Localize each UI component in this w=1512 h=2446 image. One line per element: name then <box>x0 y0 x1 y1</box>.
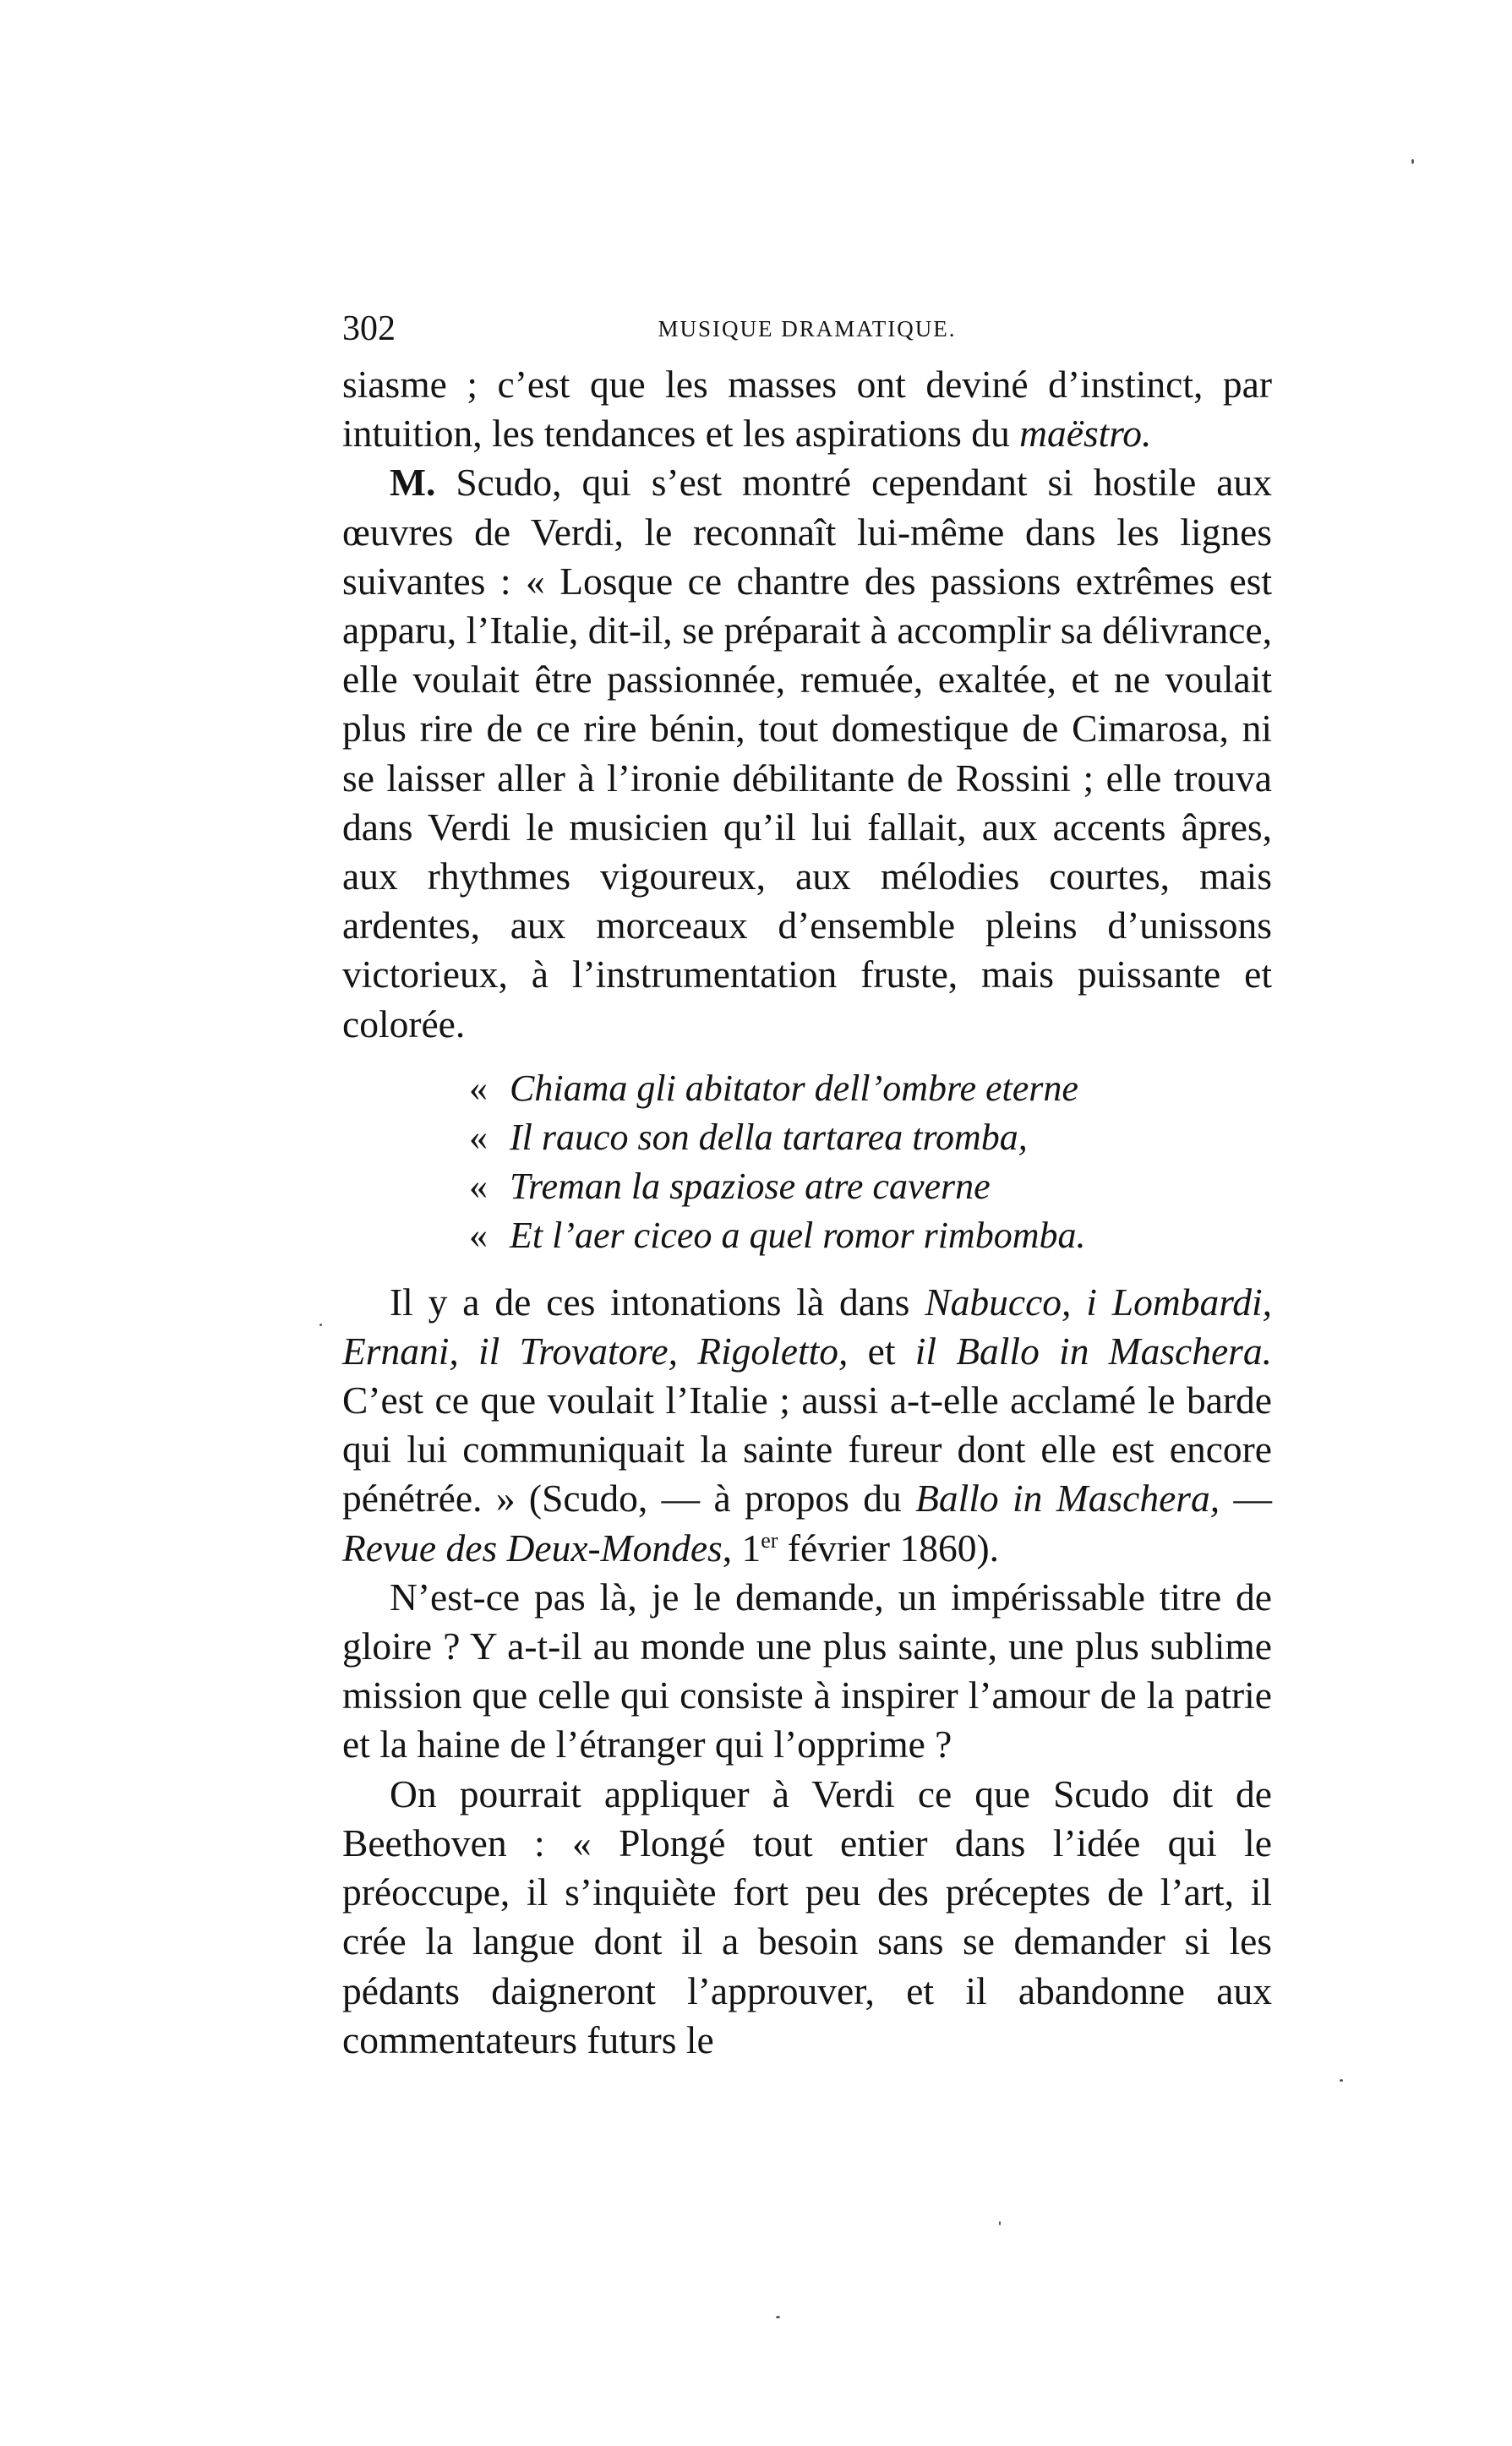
paragraph-1: siasme ; c’est que les masses ont deviné d’instinct, par intuition, les tendances et les aspirations du maëstro. <box>342 363 1272 456</box>
verse-line: « Chiama gli abitator dell’ombre eterne <box>469 1067 1078 1109</box>
paragraph-3: Il y a de ces intonations là dans Nabucco, i Lombardi, Ernani, il Trovatore, Rigoletto, et il Ballo in Maschera. C’est ce que voulait l’Italie ; aussi a-t-elle acclamé le barde qui lui communiquait la sainte fureur dont elle est encore pénétrée. » (Scudo, — à propos du Ballo in Maschera, — Revue des Deux-Mondes, 1er février 1860). <box>342 1280 1273 1570</box>
paragraph-2: M. Scudo, qui s’est montré cependant si hostile aux œuvres de Verdi, le reconnaît lui-même dans les lignes suivantes : « Losque ce chantre des passions extrêmes est apparu, l’Italie, dit-il, se préparait à accomplir sa délivrance, elle voulait être passionnée, remuée, exaltée, et ne voulait plus rire de ce rire bénin, tout domestique de Cimarosa, ni se laisser aller à l’ironie débilitante de Rossini ; elle trouva dans Verdi le musicien qu’il lui fallait, aux accents âpres, aux rhythmes vigoureux, aux mélodies courtes, mais ardentes, aux morceaux d’ensemble pleins d’unissons victorieux, à l’instrumentation fruste, mais puissante et colorée. <box>342 461 1272 1046</box>
scan-speck <box>319 1324 322 1326</box>
verse-line: « Et l’aer ciceo a quel romor rimbomba. <box>469 1215 1086 1257</box>
verse-line: « Treman la spaziose atre caverne <box>469 1166 991 1208</box>
italian-verses <box>469 1064 1272 1261</box>
paragraph-5: On pourrait appliquer à Verdi ce que Scudo dit de Beethoven : « Plongé tout entier dans l’idée qui le préoccupe, il s’inquiète fort peu des préceptes de l’art, il crée la langue dont il a besoin sans se demander si les pédants daigneront l’approuver, et il abandonne aux commentateurs futurs le <box>342 1772 1272 2061</box>
running-title: MUSIQUE DRAMATIQUE. <box>658 316 957 341</box>
page-number: 302 <box>342 309 396 348</box>
scan-speck <box>999 2221 1001 2225</box>
scan-speck <box>1340 2079 1343 2082</box>
scan-speck <box>1411 159 1414 164</box>
page-header <box>342 304 1272 353</box>
verse-line: « Il rauco son della tartarea tromba, <box>469 1117 1028 1159</box>
book-page <box>342 304 1272 2065</box>
paragraph-4: N’est-ce pas là, je le demande, un impérissable titre de gloire ? Y a-t-il au monde une plus sainte, une plus sublime mission que celle qui consiste à inspirer l’amour de la patrie et la haine de l’étranger qui l’opprime ? <box>342 1575 1272 1766</box>
scan-speck <box>776 2316 780 2318</box>
